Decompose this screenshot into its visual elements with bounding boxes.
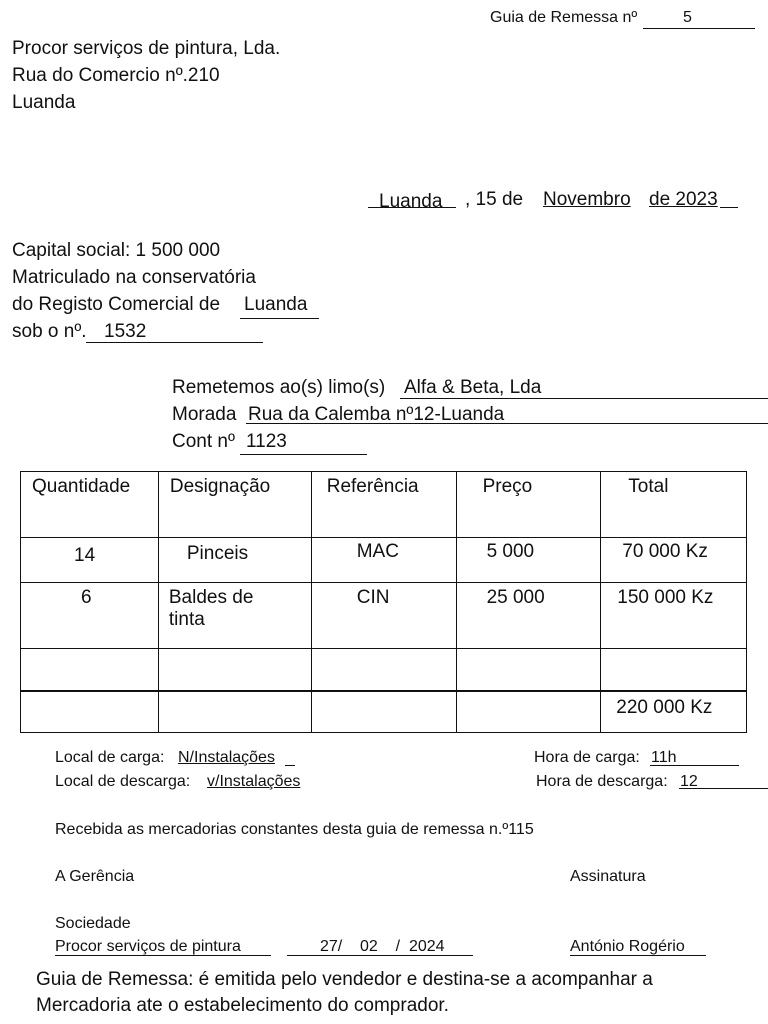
- cell-price: 5 000: [486, 541, 535, 562]
- table-cell: [158, 649, 311, 692]
- cell-quantity: 14: [74, 545, 96, 566]
- signer-name: António Rogério: [570, 938, 685, 955]
- header-designation: Designação: [169, 476, 271, 497]
- table-cell: [21, 691, 159, 733]
- items-table: [20, 471, 747, 733]
- signer-underline: [570, 955, 706, 956]
- cell-designation: Baldes de tinta: [168, 587, 254, 630]
- management-label: A Gerência: [55, 868, 135, 885]
- recipient-name: Alfa & Beta, Lda: [404, 377, 542, 398]
- load-time-underline: [650, 765, 739, 766]
- unload-place-value: v/Instalações: [207, 773, 301, 790]
- registry-line2: Matriculado na conservatória: [12, 267, 256, 288]
- header-cell: [21, 472, 159, 538]
- cell-price: 25 000: [486, 587, 545, 608]
- contributor-number: 1123: [246, 431, 287, 452]
- header-cell: [456, 472, 601, 538]
- table-cell: [21, 538, 159, 583]
- signature-date-underline: [287, 955, 473, 956]
- table-header-row: [21, 472, 747, 538]
- company-address: Rua do Comercio nº.210: [12, 65, 220, 86]
- header-cell: [158, 472, 311, 538]
- unload-time-underline: [679, 788, 768, 789]
- company-city: Luanda: [12, 92, 76, 113]
- address-label: Morada: [172, 404, 237, 425]
- table-cell: [21, 649, 159, 692]
- table-cell: [158, 538, 311, 583]
- grand-total: 220 000 Kz: [616, 697, 713, 718]
- table-cell: [311, 538, 456, 583]
- header-price: Preço: [482, 476, 533, 497]
- table-cell: [158, 691, 311, 733]
- load-time-value: 11h: [651, 749, 677, 766]
- load-place-label: Local de carga:: [55, 749, 165, 766]
- signature-label: Assinatura: [570, 868, 646, 885]
- guia-label: Guia de Remessa nº: [490, 9, 638, 26]
- cell-designation: [159, 649, 311, 653]
- cell-reference: [312, 649, 456, 653]
- table-cell: [456, 691, 601, 733]
- footnote-line2: Mercadoria ate o estabelecimento do comprador.: [36, 995, 449, 1016]
- cell-quantity: [21, 649, 158, 653]
- cell-total: [601, 649, 746, 653]
- signature-date: 27/ 02 / 2024: [320, 938, 445, 955]
- address-underline: [246, 423, 768, 424]
- table-cell: [601, 691, 747, 733]
- cell-reference: CIN: [356, 587, 390, 608]
- society-value: Procor serviços de pintura: [55, 938, 241, 955]
- guia-number-label: [490, 8, 637, 27]
- contributor-underline: [240, 454, 367, 455]
- guia-number-value: 5: [683, 9, 692, 26]
- header-reference: Referência: [326, 476, 419, 497]
- table-cell: [601, 583, 747, 649]
- cell-price: [457, 649, 601, 653]
- unload-time-value: 12: [680, 773, 698, 790]
- address-value: Rua da Calemba nº12-Luanda: [248, 404, 505, 425]
- table-row: [21, 538, 747, 583]
- table-cell: [601, 538, 747, 583]
- society-label: Sociedade: [55, 915, 131, 932]
- unload-time-label: Hora de descarga:: [536, 773, 668, 790]
- load-place-underline-tail: [285, 765, 295, 766]
- registry-city: Luanda: [244, 294, 308, 315]
- load-time-label: Hora de carga:: [534, 749, 640, 766]
- date-place-underline: [368, 207, 456, 208]
- table-row: [21, 583, 747, 649]
- cell-reference: MAC: [356, 541, 399, 562]
- recipient-name-underline: [400, 398, 768, 399]
- contributor-label: Cont nº: [172, 431, 235, 452]
- cell-designation: Pinceis: [186, 543, 249, 564]
- header-total: Total: [628, 476, 669, 497]
- table-cell: [311, 691, 456, 733]
- table-cell: [456, 649, 601, 692]
- header-cell: [601, 472, 747, 538]
- date-place: Luanda: [379, 191, 443, 212]
- table-cell: [158, 583, 311, 649]
- unload-place-label: Local de descarga:: [55, 773, 191, 790]
- table-cell: [21, 583, 159, 649]
- date-day: , 15 de: [465, 189, 524, 210]
- table-cell: [311, 649, 456, 692]
- recipient-label: Remetemos ao(s) limo(s): [172, 377, 386, 398]
- header-cell: [311, 472, 456, 538]
- load-place-value: N/Instalações: [178, 749, 275, 766]
- table-total-row: [21, 691, 747, 733]
- table-cell: [456, 583, 601, 649]
- registry-city-underline: [240, 318, 319, 319]
- registry-line3-label: do Registo Comercial de: [12, 294, 221, 315]
- cell-total: 150 000 Kz: [617, 587, 714, 608]
- cell-total: 70 000 Kz: [622, 541, 708, 562]
- registry-number-label: sob o nº.: [12, 321, 87, 342]
- table-cell: [456, 538, 601, 583]
- receipt-text: Recebida as mercadorias constantes desta guia de remessa n.º115: [55, 821, 534, 838]
- society-underline: [55, 955, 271, 956]
- registry-number-underline: [86, 342, 263, 343]
- guia-number-underline: [643, 28, 755, 29]
- footnote-line1: Guia de Remessa: é emitida pelo vendedor e destina-se a acompanhar a: [36, 969, 653, 990]
- date-year: de 2023: [649, 189, 718, 210]
- company-name: Procor serviços de pintura, Lda.: [12, 38, 281, 59]
- cell-quantity: 6: [81, 587, 92, 608]
- header-quantity: Quantidade: [32, 476, 131, 497]
- table-cell: [311, 583, 456, 649]
- date-month: Novembro: [543, 189, 631, 210]
- capital-social: Capital social: 1 500 000: [12, 240, 221, 261]
- table-row: [21, 649, 747, 692]
- date-year-underline-tail: [720, 207, 738, 208]
- registry-number: 1532: [104, 321, 147, 342]
- table-cell: [601, 649, 747, 692]
